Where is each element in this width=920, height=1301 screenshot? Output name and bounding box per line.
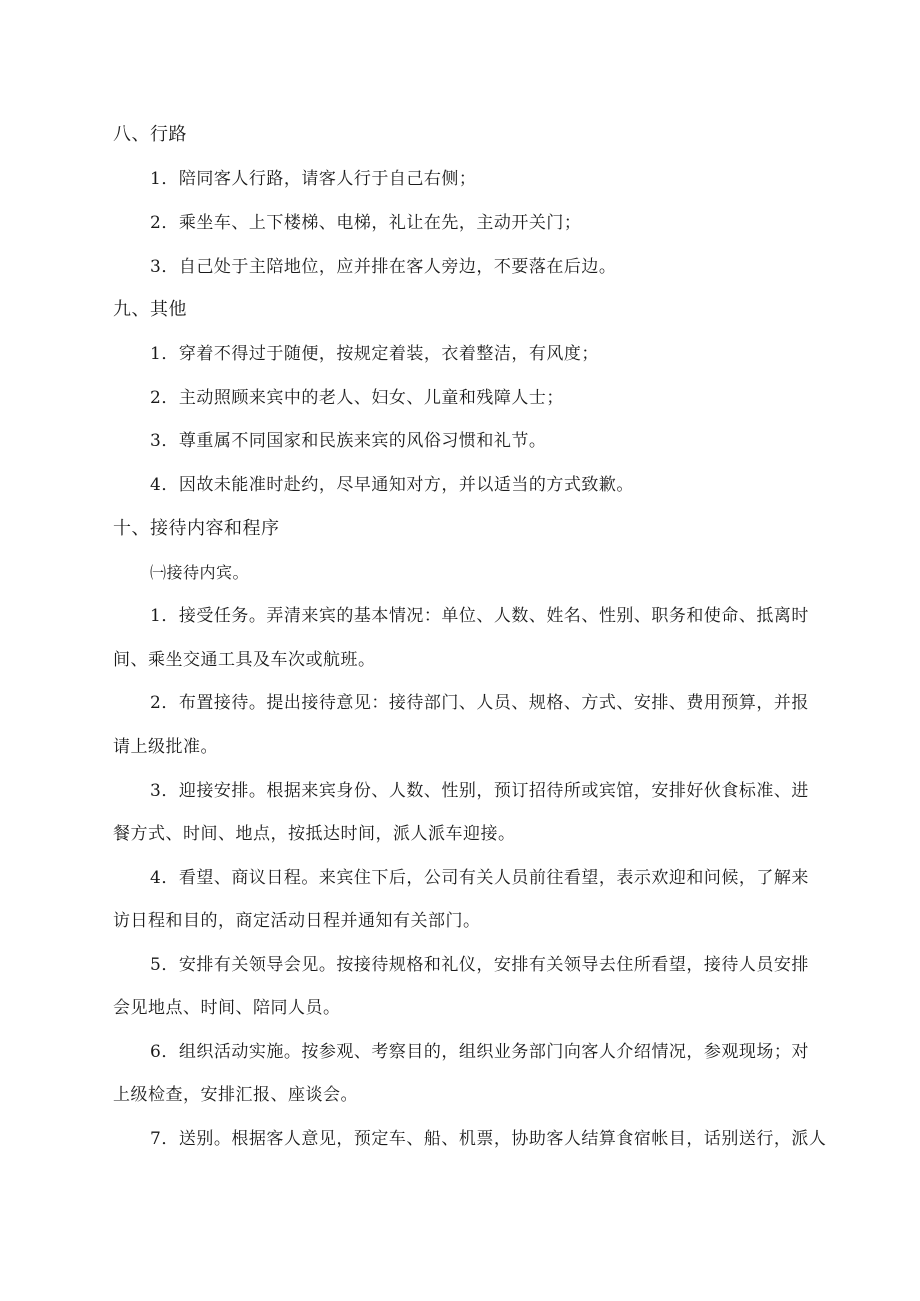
paragraph-line: 会见地点、时间、陪同人员。: [113, 998, 341, 1018]
list-item: 2．主动照顾来宾中的老人、妇女、儿童和残障人士；: [150, 388, 564, 408]
paragraph-line: 2．布置接待。提出接待意见：接待部门、人员、规格、方式、安排、费用预算，并报: [150, 693, 809, 713]
paragraph-line: 7．送别。根据客人意见，预定车、船、机票，协助客人结算食宿帐目，话别送行，派人: [150, 1129, 827, 1149]
paragraph-line: 4．看望、商议日程。来宾住下后，公司有关人员前往看望，表示欢迎和问候，了解来: [150, 868, 809, 888]
list-item: 4．因故未能准时赴约，尽早通知对方，并以适当的方式致歉。: [150, 475, 634, 495]
paragraph-line: 请上级批准。: [113, 737, 218, 757]
section-heading-8: 八、行路: [113, 124, 187, 145]
paragraph-line: 1．接受任务。弄清来宾的基本情况：单位、人数、姓名、性别、职务和使命、抵离时: [150, 606, 809, 626]
paragraph-line: 6．组织活动实施。按参观、考察目的，组织业务部门向客人介绍情况，参观现场；对: [150, 1042, 809, 1062]
paragraph-line: 访日程和目的，商定活动日程并通知有关部门。: [113, 911, 481, 931]
subsection-heading: ㈠接待内宾。: [150, 563, 250, 582]
list-item: 3．尊重属不同国家和民族来宾的风俗习惯和礼节。: [150, 431, 547, 451]
section-heading-10: 十、接待内容和程序: [113, 518, 280, 539]
section-heading-9: 九、其他: [113, 299, 187, 320]
list-item: 1．陪同客人行路，请客人行于自己右侧；: [150, 169, 477, 189]
paragraph-line: 间、乘坐交通工具及车次或航班。: [113, 650, 376, 670]
paragraph-line: 餐方式、时间、地点，按抵达时间，派人派车迎接。: [113, 824, 516, 844]
paragraph-line: 上级检查，安排汇报、座谈会。: [113, 1085, 358, 1105]
list-item: 2．乘坐车、上下楼梯、电梯，礼让在先，主动开关门；: [150, 213, 582, 233]
list-item: 1．穿着不得过于随便，按规定着装，衣着整洁，有风度；: [150, 344, 599, 364]
paragraph-line: 3．迎接安排。根据来宾身份、人数、性别，预订招待所或宾馆，安排好伙食标准、进: [150, 781, 809, 801]
paragraph-line: 5．安排有关领导会见。按接待规格和礼仪，安排有关领导去住所看望，接待人员安排: [150, 955, 809, 975]
list-item: 3．自己处于主陪地位，应并排在客人旁边，不要落在后边。: [150, 257, 617, 277]
